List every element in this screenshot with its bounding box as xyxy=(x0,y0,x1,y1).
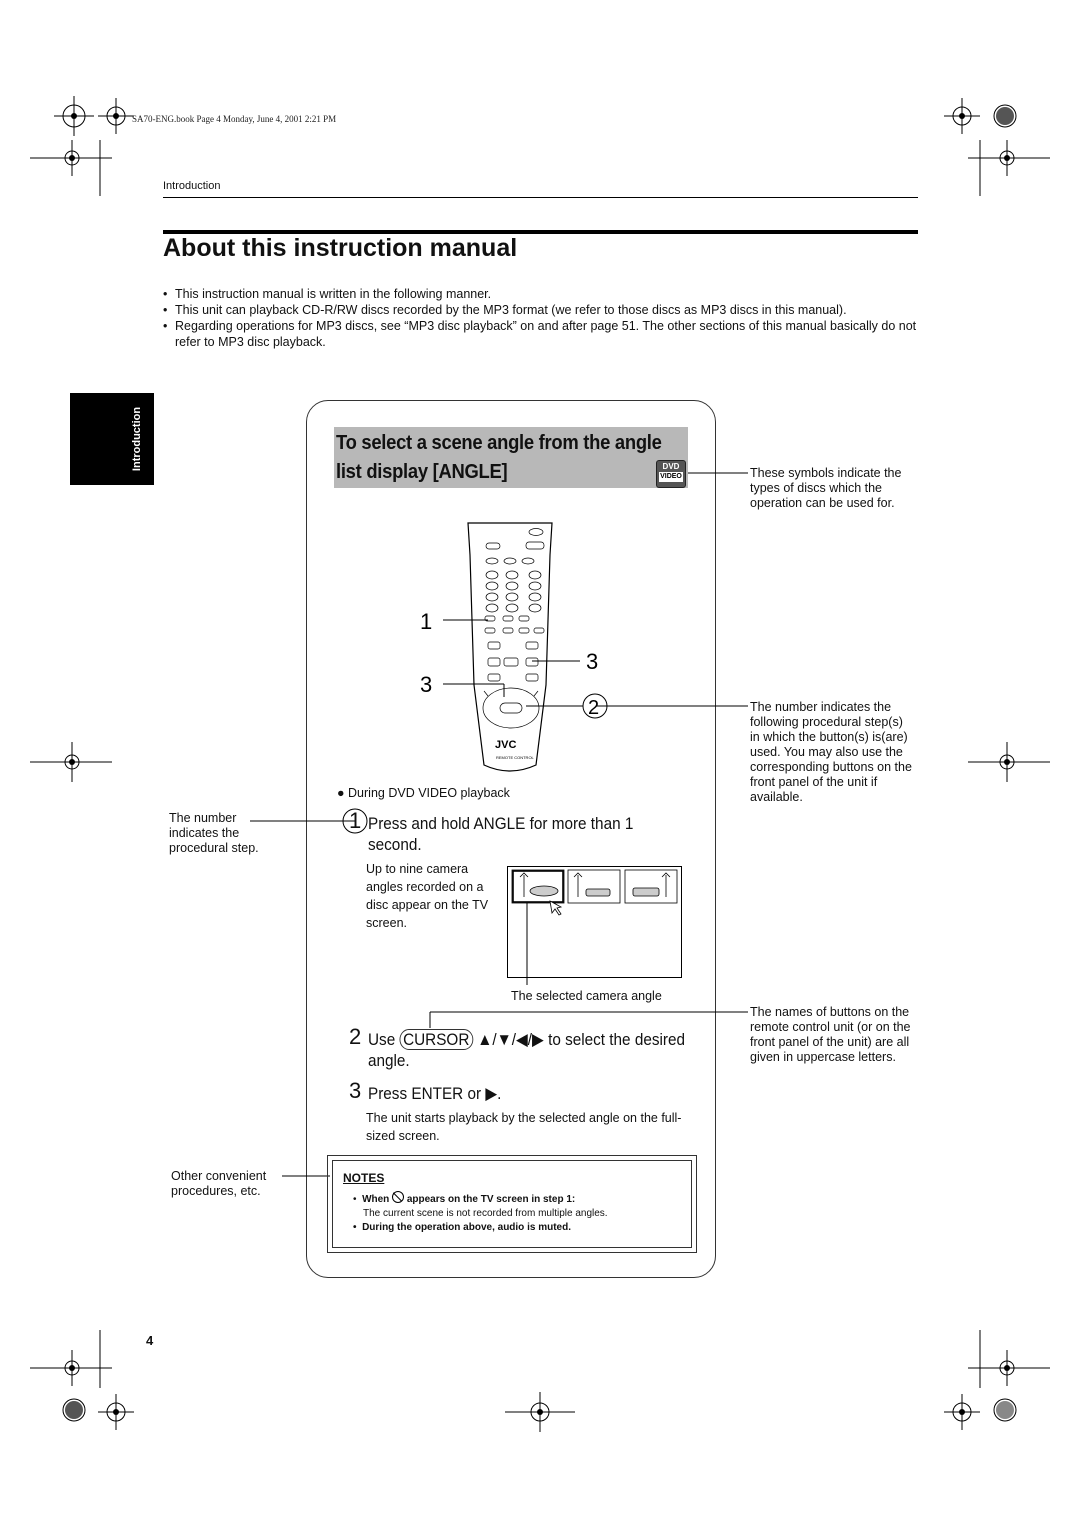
remote-caption: REMOTE CONTROL xyxy=(496,755,534,760)
step2-post: to select the desired xyxy=(548,1030,686,1049)
intro-bullet: • This instruction manual is written in the following manner. xyxy=(163,286,918,302)
dvd-badge-bottom: VIDEO xyxy=(660,473,682,480)
callout-number: 3 xyxy=(420,672,433,697)
step3-number: 3 xyxy=(349,1078,362,1103)
step2-pre: Use xyxy=(368,1030,396,1049)
mode-line: ● During DVD VIDEO playback xyxy=(337,786,510,800)
angle-screen-illustration xyxy=(507,866,682,978)
book-file-line: SA70-ENG.book Page 4 Monday, June 4, 2001 2:21 PM xyxy=(132,114,337,124)
remote-brand: JVC xyxy=(495,739,517,751)
notes-inner xyxy=(332,1160,692,1248)
annotation-procedural: The number indicates the procedural step. xyxy=(169,811,259,855)
callout-number: 2 xyxy=(588,697,600,719)
callout-number: 3 xyxy=(586,649,599,674)
note1-post: appears on the TV screen in step 1: xyxy=(406,1194,576,1205)
section-label: Introduction xyxy=(163,180,221,192)
step1-line1: Press and hold ANGLE for more than 1 xyxy=(368,814,634,833)
annotation-symbols: These symbols indicate the types of discs which the operation can be used for. xyxy=(750,466,902,510)
step2-line2: angle. xyxy=(368,1051,410,1070)
dvd-badge-top: DVD xyxy=(662,462,680,471)
step1-description: Up to nine camera angles recorded on a disc appear on the TV screen. xyxy=(366,862,489,930)
page-number: 4 xyxy=(146,1333,154,1348)
callout-number: 1 xyxy=(420,609,433,634)
page-title: About this instruction manual xyxy=(163,234,518,262)
notes-title: NOTES xyxy=(343,1171,385,1185)
step3-description: The unit starts playback by the selected angle on the full-sized screen. xyxy=(366,1111,682,1143)
side-tab-label: Introduction xyxy=(131,406,143,472)
cursor-button-label: CURSOR xyxy=(399,1029,473,1050)
example-heading-line2: list display [ANGLE] xyxy=(336,461,508,483)
example-heading-line1: To select a scene angle from the angle xyxy=(336,432,662,454)
note1-pre: When xyxy=(362,1194,390,1205)
prohibited-icon xyxy=(392,1191,404,1203)
annotation-number-step: The number indicates the following procedural step(s) in which the button(s) is(are) used. You may also use the corresponding buttons on the front panel of the unit if available. xyxy=(750,700,912,804)
intro-bullet: • This unit can playback CD-R/RW discs recorded by the MP3 format (we refer to those discs as MP3 discs in this manual). xyxy=(163,302,918,318)
note2-text: During the operation above, audio is muted. xyxy=(362,1222,571,1233)
step1-number: 1 xyxy=(349,808,362,833)
step1-line2: second. xyxy=(368,835,422,854)
note-item: • During the operation above, audio is muted. xyxy=(353,1222,571,1233)
annotation-other: Other convenient procedures, etc. xyxy=(171,1169,267,1198)
note-item: • When appears on the TV screen in step 1: The current scene is not recorded from multiple angles. xyxy=(353,1191,689,1221)
annotation-button-names: The names of buttons on the remote control unit (or on the front panel of the unit) are all given in uppercase letters. xyxy=(750,1005,911,1064)
step2-number: 2 xyxy=(349,1024,362,1049)
screen-caption: The selected camera angle xyxy=(511,989,662,1003)
notes-box xyxy=(327,1155,697,1253)
step3-text: Press ENTER or ▶. xyxy=(368,1084,502,1103)
step2-arrows: ▲/▼/◀/▶ xyxy=(477,1030,544,1049)
note1-sub: The current scene is not recorded from multiple angles. xyxy=(363,1208,608,1219)
camera-angle-thumbnails xyxy=(508,867,681,977)
step2-line1 xyxy=(368,1029,685,1050)
intro-bullet: • Regarding operations for MP3 discs, see “MP3 disc playback” on and after page 51. The other sections of this manual basically do not refer to MP3 disc playback. xyxy=(163,318,918,350)
mode-line-text: During DVD VIDEO playback xyxy=(348,786,510,800)
